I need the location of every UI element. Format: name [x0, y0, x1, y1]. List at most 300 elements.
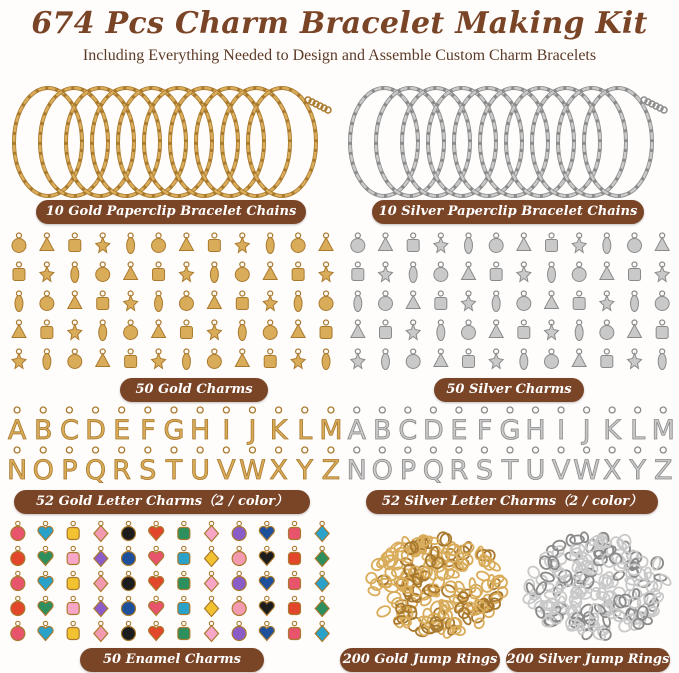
- charm: [548, 262, 556, 283]
- letter-charm: [296, 447, 314, 485]
- svg-text:D: D: [85, 415, 106, 446]
- enamel-charm: [315, 546, 329, 566]
- charm: [518, 320, 530, 339]
- letter-charm: [297, 407, 312, 446]
- charm: [628, 349, 642, 369]
- letter-charm: [603, 447, 622, 485]
- svg-text:A: A: [347, 415, 367, 446]
- charm: [291, 349, 305, 369]
- svg-text:W: W: [573, 455, 600, 485]
- enamel-charm: [67, 596, 79, 614]
- charm: [41, 320, 53, 339]
- charm: [319, 291, 333, 311]
- charm: [545, 320, 559, 340]
- enamel-charm: [122, 521, 136, 540]
- charm: [263, 262, 277, 280]
- enamel-charm: [94, 571, 108, 591]
- enamel-charm: [94, 621, 108, 641]
- charm: [517, 291, 531, 311]
- charm: [15, 291, 23, 312]
- enamel-charm: [289, 621, 301, 639]
- charm: [180, 320, 192, 339]
- letter-charm: [526, 447, 546, 485]
- svg-text:D: D: [422, 415, 444, 446]
- charm: [406, 320, 420, 340]
- charm: [409, 262, 417, 283]
- charm: [655, 233, 669, 251]
- letter-charm: [165, 447, 183, 485]
- svg-text:H: H: [189, 415, 211, 446]
- svg-text:T: T: [165, 455, 183, 485]
- svg-text:L: L: [630, 415, 646, 446]
- gold-letters-image: [4, 405, 344, 485]
- charm: [492, 291, 500, 312]
- charm: [152, 320, 166, 338]
- letter-charm: [139, 447, 156, 485]
- charm: [658, 349, 666, 370]
- charm: [127, 233, 135, 254]
- svg-text:J: J: [582, 415, 591, 446]
- letter-charm: [501, 447, 519, 485]
- enamel-charm: [289, 571, 301, 589]
- letter-charm: [34, 407, 53, 446]
- charm: [208, 233, 220, 252]
- charm: [124, 291, 138, 311]
- charm: [40, 291, 54, 311]
- charm: [382, 349, 390, 370]
- gold-charms-image: [5, 228, 340, 373]
- letter-charm: [61, 447, 77, 485]
- letter-charm: [269, 447, 288, 485]
- letter-charm: [525, 407, 545, 446]
- svg-text:O: O: [32, 455, 54, 485]
- charm: [407, 233, 419, 252]
- letter-charm: [33, 447, 54, 485]
- charm: [71, 262, 79, 283]
- charm: [152, 233, 166, 253]
- enamel-charm: [178, 596, 190, 614]
- letter-charm: [373, 407, 392, 446]
- charm: [517, 233, 531, 251]
- svg-text:K: K: [269, 415, 288, 446]
- letter-charm: [500, 407, 521, 446]
- enamel-charm: [178, 546, 190, 564]
- enamel-charm: [205, 546, 219, 566]
- charm: [572, 262, 586, 282]
- charm: [435, 291, 447, 310]
- charm: [264, 349, 276, 368]
- svg-text:U: U: [525, 455, 546, 485]
- enamel-charm: [315, 571, 329, 591]
- enamel-charm: [67, 621, 79, 639]
- letter-charm: [85, 447, 106, 485]
- enamel-charm: [94, 521, 108, 541]
- enamel-charm: [122, 546, 136, 565]
- charm: [291, 233, 305, 253]
- enamel-charm: [38, 596, 53, 615]
- svg-text:N: N: [346, 455, 367, 485]
- charm: [628, 233, 642, 253]
- enamel-charm: [11, 521, 25, 540]
- letter-charm: [423, 447, 444, 485]
- enamel-charm: [205, 571, 219, 591]
- charm: [600, 320, 614, 340]
- svg-text:P: P: [399, 455, 416, 485]
- charm: [656, 320, 668, 339]
- enamel-charm: [67, 571, 79, 589]
- charm: [179, 233, 193, 251]
- enamel-charm: [38, 546, 53, 565]
- charm: [463, 349, 475, 368]
- charm: [319, 233, 333, 251]
- charm: [354, 291, 362, 312]
- charm: [351, 233, 365, 253]
- letter-charm: [557, 407, 565, 446]
- charm: [462, 320, 476, 340]
- charm: [96, 262, 110, 282]
- charm: [629, 262, 641, 281]
- charm: [40, 262, 54, 282]
- silver-jump-rings-image: [518, 528, 676, 643]
- charm: [517, 262, 531, 282]
- letter-charm: [112, 447, 131, 485]
- svg-text:X: X: [269, 455, 288, 485]
- charm: [13, 262, 25, 281]
- letter-charm: [423, 407, 444, 446]
- charm: [434, 233, 448, 253]
- charm: [124, 262, 138, 280]
- charm: [155, 291, 163, 312]
- svg-text:F: F: [140, 415, 156, 446]
- enamel-charm: [38, 521, 53, 540]
- charm: [319, 262, 333, 282]
- svg-text:E: E: [450, 415, 468, 446]
- enamel-charm: [149, 596, 164, 615]
- letter-charm: [450, 407, 467, 446]
- svg-text:G: G: [163, 415, 185, 446]
- charm: [572, 349, 586, 367]
- enamel-charm: [289, 521, 301, 539]
- silver-letters-label: 52 Silver Letter Charms（2 / color）: [366, 490, 658, 514]
- enamel-charm: [259, 596, 274, 615]
- letter-charm: [398, 407, 417, 446]
- charm: [236, 291, 248, 310]
- charm: [238, 320, 246, 341]
- svg-text:J: J: [248, 415, 257, 446]
- charm: [207, 349, 221, 369]
- charm: [12, 349, 26, 369]
- charm: [322, 349, 330, 370]
- page-title: 674 Pcs Charm Bracelet Making Kit: [31, 6, 648, 41]
- letter-charm: [270, 407, 289, 446]
- page-subtitle: Including Everything Needed to Design and Assemble Custom Charm Bracelets: [82, 47, 597, 64]
- silver-jump-rings-label: 200 Silver Jump Rings: [506, 648, 670, 672]
- letter-charm: [450, 447, 469, 485]
- charm: [546, 233, 558, 252]
- charm: [406, 291, 420, 309]
- jump-ring: [367, 586, 380, 597]
- charm: [600, 262, 614, 280]
- svg-text:A: A: [7, 415, 27, 446]
- letter-charm: [552, 447, 571, 485]
- letter-charm: [603, 407, 622, 446]
- charm: [655, 291, 669, 311]
- charm: [40, 233, 54, 251]
- charm: [351, 320, 365, 338]
- enamel-charm: [205, 621, 219, 641]
- svg-text:C: C: [398, 415, 418, 446]
- svg-text:W: W: [239, 455, 266, 485]
- charm: [235, 262, 249, 282]
- charm: [380, 320, 392, 339]
- svg-text:C: C: [59, 415, 79, 446]
- charm: [520, 349, 528, 370]
- svg-text:S: S: [139, 455, 157, 485]
- charm: [263, 320, 277, 340]
- letter-charm: [8, 407, 27, 446]
- gold-letters-label: 52 Gold Letter Charms（2 / color）: [14, 490, 310, 514]
- charm: [207, 291, 221, 309]
- silver-letters-image: [344, 405, 676, 485]
- letter-charm: [113, 407, 130, 446]
- letter-charm: [140, 407, 156, 446]
- enamel-charm: [178, 521, 190, 539]
- svg-text:S: S: [475, 455, 494, 485]
- charm: [545, 291, 559, 309]
- letter-charm: [348, 407, 367, 446]
- charm: [291, 320, 305, 338]
- charm: [379, 262, 393, 282]
- charm: [263, 291, 277, 311]
- enamel-charm: [178, 571, 190, 589]
- charm: [462, 262, 476, 280]
- svg-text:U: U: [190, 455, 211, 485]
- enamel-charm: [94, 596, 108, 616]
- svg-text:Y: Y: [629, 455, 646, 485]
- charm: [210, 262, 218, 283]
- letter-charm: [347, 447, 367, 485]
- letter-charm: [190, 447, 210, 485]
- svg-text:F: F: [476, 415, 493, 446]
- svg-text:V: V: [551, 455, 571, 485]
- svg-text:T: T: [501, 455, 519, 485]
- charm: [631, 291, 639, 312]
- silver-chains-label: 10 Silver Paperclip Bracelet Chains: [372, 200, 644, 224]
- charm: [294, 291, 302, 312]
- letter-charm: [400, 447, 416, 485]
- svg-text:Q: Q: [422, 455, 445, 485]
- enamel-charm: [315, 596, 329, 616]
- svg-text:Z: Z: [321, 455, 341, 485]
- charm: [572, 233, 586, 253]
- enamel-charm: [11, 571, 25, 590]
- charm: [628, 320, 642, 338]
- enamel-charm: [122, 621, 136, 640]
- enamel-charm: [205, 521, 219, 541]
- charm: [182, 349, 190, 370]
- charm: [235, 233, 249, 253]
- jump-ring: [580, 532, 589, 543]
- svg-text:L: L: [297, 415, 313, 446]
- enamel-charm: [38, 571, 53, 590]
- enamel-charm: [11, 546, 25, 565]
- enamel-charm: [259, 621, 274, 640]
- charm: [292, 262, 304, 281]
- charm: [97, 291, 109, 310]
- charm: [655, 262, 669, 282]
- svg-text:P: P: [61, 455, 78, 485]
- svg-text:X: X: [602, 455, 622, 485]
- charm: [153, 262, 165, 281]
- svg-text:Y: Y: [296, 455, 314, 485]
- gold-jump-rings-image: [362, 528, 512, 643]
- charm: [575, 320, 583, 341]
- enamel-charm: [289, 546, 301, 564]
- svg-text:B: B: [373, 415, 392, 446]
- svg-text:H: H: [525, 415, 546, 446]
- enamel-charm: [67, 521, 79, 539]
- enamel-charm: [122, 596, 136, 615]
- letter-charm: [222, 407, 230, 446]
- jump-ring: [526, 564, 542, 580]
- enamel-charm: [122, 571, 136, 590]
- svg-text:V: V: [217, 455, 236, 485]
- svg-text:N: N: [6, 455, 28, 485]
- charm: [96, 349, 110, 367]
- enamel-charm: [11, 596, 25, 615]
- enamel-charm: [94, 546, 108, 566]
- svg-text:B: B: [33, 415, 53, 446]
- enamel-charm: [232, 571, 246, 590]
- svg-text:O: O: [371, 455, 393, 485]
- svg-text:Z: Z: [653, 455, 673, 485]
- svg-text:R: R: [112, 455, 132, 485]
- enamel-charm: [232, 521, 246, 540]
- enamel-charm: [259, 521, 274, 540]
- svg-text:I: I: [557, 415, 566, 446]
- letter-charm: [85, 407, 106, 446]
- charm: [99, 320, 107, 341]
- enamel-charm: [11, 621, 25, 640]
- letter-charm: [217, 447, 236, 485]
- gold-charms-label: 50 Gold Charms: [120, 378, 268, 402]
- letter-charm: [628, 447, 646, 485]
- charm: [603, 233, 611, 254]
- silver-charms-image: [344, 228, 676, 373]
- charm: [235, 349, 249, 367]
- silver-charms-label: 50 Silver Charms: [434, 378, 584, 402]
- letter-charm: [7, 447, 27, 485]
- charm: [68, 291, 82, 309]
- letter-charm: [372, 447, 393, 485]
- charm: [351, 349, 365, 369]
- letter-charm: [581, 407, 591, 446]
- charm: [545, 349, 559, 369]
- charm: [124, 320, 138, 340]
- letter-charm: [322, 447, 341, 485]
- charm: [434, 262, 448, 282]
- letter-charm: [573, 447, 600, 485]
- charm: [601, 349, 613, 368]
- charm: [600, 291, 614, 311]
- enamel-charm: [38, 621, 53, 640]
- letter-charm: [239, 447, 266, 485]
- enamel-charm: [205, 596, 219, 616]
- letter-charm: [60, 407, 79, 446]
- charm: [320, 320, 332, 339]
- charm: [462, 291, 476, 311]
- letter-charm: [319, 407, 342, 446]
- svg-text:M: M: [319, 415, 343, 446]
- letter-charm: [476, 447, 493, 485]
- enamel-charm: [149, 621, 164, 640]
- svg-text:K: K: [603, 415, 622, 446]
- enamel-charm: [149, 571, 164, 590]
- silver-chains-image: [344, 80, 674, 205]
- enamel-charms-image: [4, 518, 336, 648]
- svg-text:R: R: [449, 455, 469, 485]
- letter-charm: [652, 407, 675, 446]
- svg-text:I: I: [222, 415, 231, 446]
- letter-charm: [190, 407, 210, 446]
- enamel-charm: [259, 546, 274, 565]
- enamel-charm: [315, 521, 329, 541]
- charm: [12, 320, 26, 338]
- charm: [68, 349, 82, 369]
- jump-ring: [375, 604, 391, 619]
- svg-text:G: G: [499, 415, 521, 446]
- letter-charm: [654, 447, 673, 485]
- enamel-charm: [232, 596, 246, 615]
- enamel-charm: [149, 521, 164, 540]
- charm: [152, 349, 166, 369]
- svg-text:M: M: [651, 415, 675, 446]
- charm: [573, 291, 585, 310]
- enamel-charm: [149, 546, 164, 565]
- charm: [489, 320, 503, 338]
- charm: [352, 262, 364, 281]
- letter-charm: [246, 407, 256, 446]
- charm: [96, 233, 110, 253]
- gold-chains-label: 10 Gold Paperclip Bracelet Chains: [36, 200, 306, 224]
- charm: [69, 233, 81, 252]
- enamel-charm: [232, 546, 246, 565]
- letter-charm: [164, 407, 185, 446]
- charm: [379, 233, 393, 251]
- charm: [266, 233, 274, 254]
- charm: [489, 233, 503, 253]
- enamel-charm: [289, 596, 301, 614]
- letter-charm: [630, 407, 645, 446]
- svg-text:E: E: [113, 415, 131, 446]
- enamel-charms-label: 50 Enamel Charms: [80, 648, 264, 672]
- enamel-charm: [315, 621, 329, 641]
- charm: [406, 349, 420, 369]
- charm: [125, 349, 137, 368]
- charm: [490, 262, 502, 281]
- gold-jump-rings-label: 200 Gold Jump Rings: [340, 648, 500, 672]
- charm: [179, 291, 193, 311]
- enamel-charm: [259, 571, 274, 590]
- letter-charm: [477, 407, 493, 446]
- svg-text:Q: Q: [84, 455, 107, 485]
- gold-chains-image: [8, 80, 338, 205]
- enamel-charm: [178, 621, 190, 639]
- charm: [489, 349, 503, 369]
- charm: [437, 320, 445, 341]
- charm: [434, 349, 448, 367]
- charm: [68, 320, 82, 340]
